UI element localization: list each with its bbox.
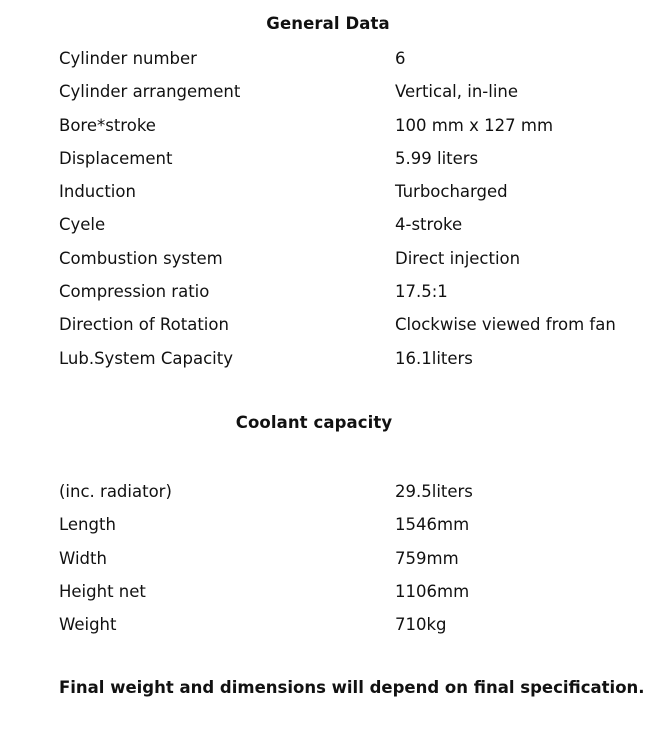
spec-label: Weight	[59, 615, 117, 635]
spec-value: 710kg	[395, 615, 447, 635]
spec-value: 4-stroke	[395, 215, 463, 235]
spec-row	[59, 342, 639, 375]
general-data-heading: General Data	[266, 14, 390, 33]
spec-label: Bore*stroke	[59, 115, 156, 135]
coolant-capacity-table	[59, 475, 639, 641]
spec-row	[59, 142, 639, 175]
spec-label: Direction of Rotation	[59, 315, 229, 335]
spec-row	[59, 275, 639, 308]
spec-label: Combustion system	[59, 248, 223, 268]
spec-label: Compression ratio	[59, 282, 210, 302]
spec-value: Direct injection	[395, 248, 521, 268]
spec-row	[59, 608, 639, 641]
spec-label: Lub.System Capacity	[59, 348, 233, 368]
spec-row	[59, 308, 639, 341]
spec-value: Turbocharged	[395, 182, 508, 202]
general-data-table	[59, 42, 639, 375]
footnote: Final weight and dimensions will depend on final specification.	[59, 678, 645, 697]
spec-value: 6	[395, 49, 406, 68]
spec-value: 17.5:1	[395, 282, 448, 302]
spec-row	[59, 109, 639, 142]
spec-label: Length	[59, 515, 116, 535]
spec-row	[59, 208, 639, 241]
spec-row	[59, 508, 639, 541]
spec-value: Clockwise viewed from fan	[395, 315, 616, 335]
spec-label: Induction	[59, 182, 136, 202]
spec-value: 5.99 liters	[395, 148, 479, 168]
spec-row	[59, 475, 639, 508]
spec-value: 29.5liters	[395, 482, 473, 501]
spec-row	[59, 575, 639, 608]
spec-label: Height net	[59, 581, 146, 601]
spec-value: 759mm	[395, 548, 459, 568]
spec-row	[59, 42, 639, 75]
spec-label: Width	[59, 548, 107, 568]
spec-label: Displacement	[59, 148, 173, 168]
spec-label: (inc. radiator)	[59, 482, 172, 501]
spec-row	[59, 175, 639, 208]
spec-label: Cylinder arrangement	[59, 82, 241, 102]
spec-value: 1546mm	[395, 515, 470, 535]
spec-value: 1106mm	[395, 581, 470, 601]
spec-label: Cylinder number	[59, 49, 197, 68]
spec-row	[59, 242, 639, 275]
spec-value: Vertical, in-line	[395, 82, 519, 102]
spec-value: 16.1liters	[395, 348, 473, 368]
spec-value: 100 mm x 127 mm	[395, 115, 554, 135]
spec-row	[59, 542, 639, 575]
spec-label: Cyele	[59, 215, 106, 235]
coolant-capacity-heading: Coolant capacity	[235, 413, 393, 432]
spec-row	[59, 75, 639, 108]
